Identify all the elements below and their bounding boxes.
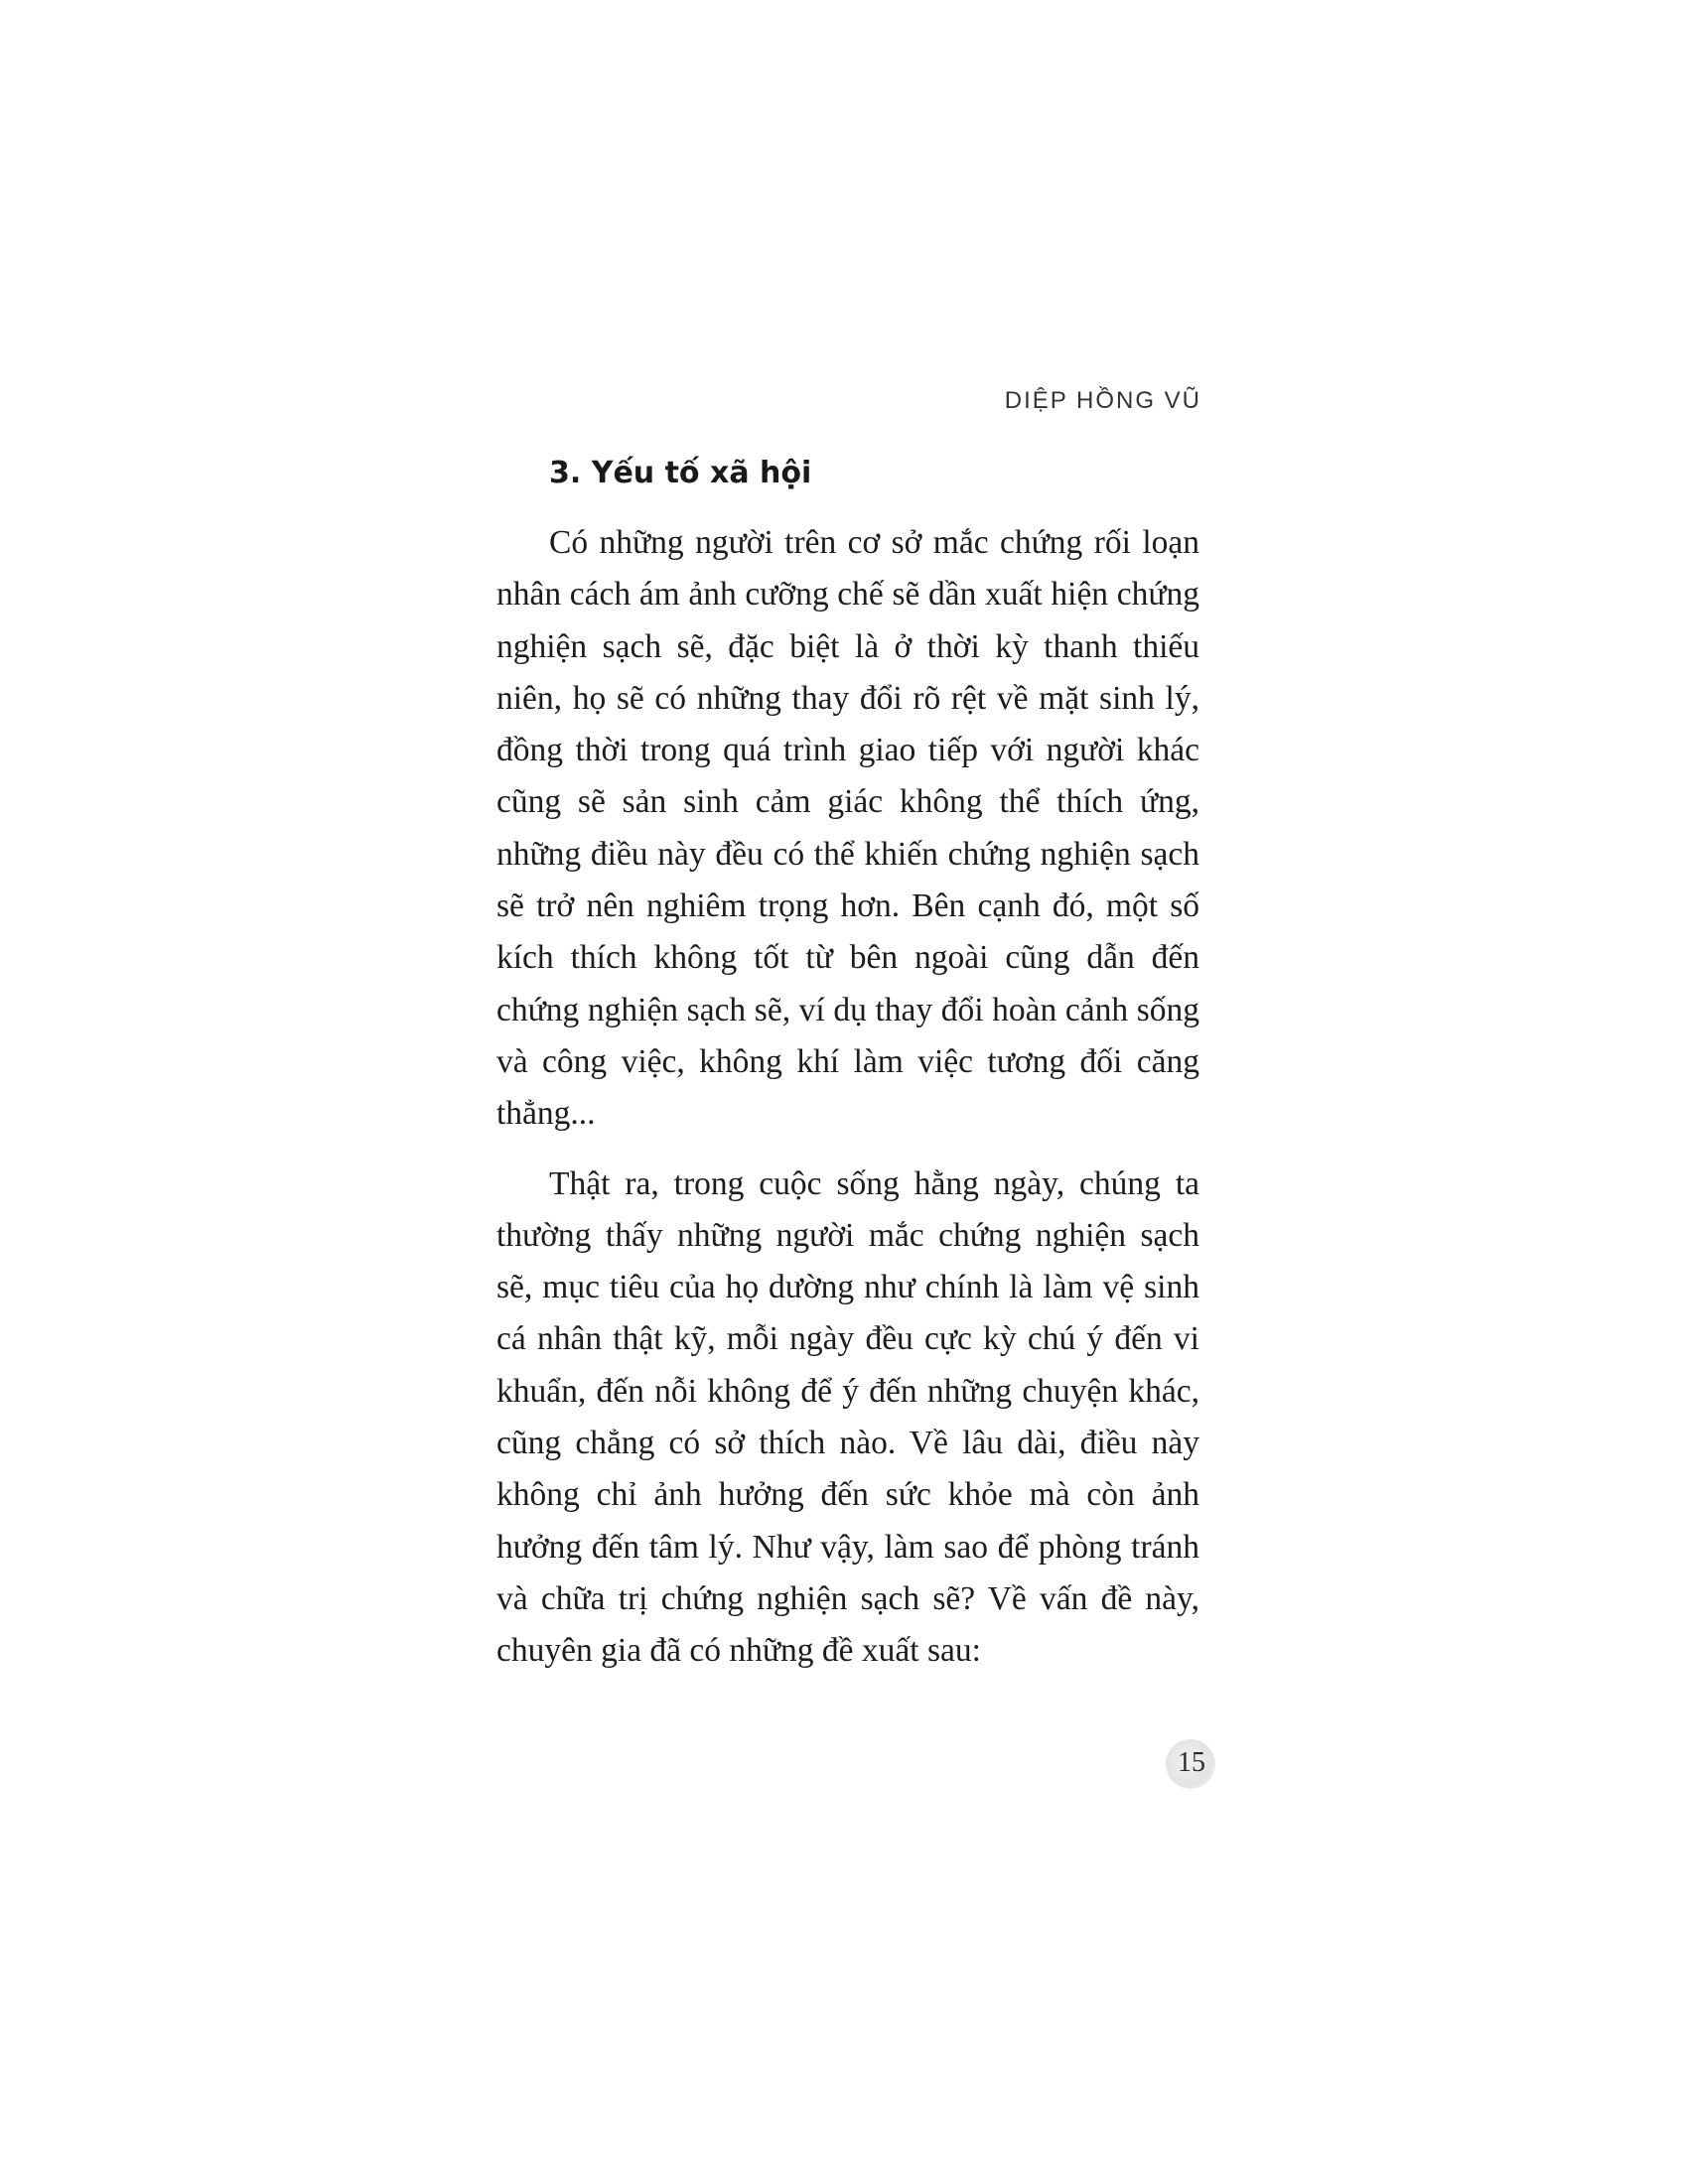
running-header-author: DIỆP HỒNG VŨ	[1004, 387, 1201, 414]
body-paragraph-2: Thật ra, trong cuộc sống hằng ngày, chúng ta thường thấy những người mắc chứng nghiện sạch sẽ, mục tiêu của họ dường như chính là làm vệ sinh cá nhân thật kỹ, mỗi ngày đều cực kỳ chú ý đến vi khuẩn, đến nỗi không để ý đến những chuyện khác, cũng chẳng có sở thích nào. Về lâu dài, điều này không chỉ ảnh hưởng đến sức khỏe mà còn ảnh hưởng đến tâm lý. Như vậy, làm sao để phòng tránh và chữa trị chứng nghiện sạch sẽ? Về vấn đề này, chuyên gia đã có những đề xuất sau:	[496, 1164, 1199, 1670]
page-number: 15	[1178, 1747, 1205, 1778]
body-paragraph-1: Có những người trên cơ sở mắc chứng rối loạn nhân cách ám ảnh cưỡng chế sẽ dần xuất hiện chứng nghiện sạch sẽ, đặc biệt là ở thời kỳ thanh thiếu niên, họ sẽ có những thay đổi rõ rệt về mặt sinh lý, đồng thời trong quá trình giao tiếp với người khác cũng sẽ sản sinh cảm giác không thể thích ứng, những điều này đều có thể khiến chứng nghiện sạch sẽ trở nên nghiêm trọng hơn. Bên cạnh đó, một số kích thích không tốt từ bên ngoài cũng dẫn đến chứng nghiện sạch sẽ, ví dụ thay đổi hoàn cảnh sống và công việc, không khí làm việc tương đối căng thẳng...	[496, 524, 1199, 1133]
section-heading: 3. Yếu tố xã hội	[549, 456, 812, 490]
body-text-block	[496, 452, 1199, 1696]
